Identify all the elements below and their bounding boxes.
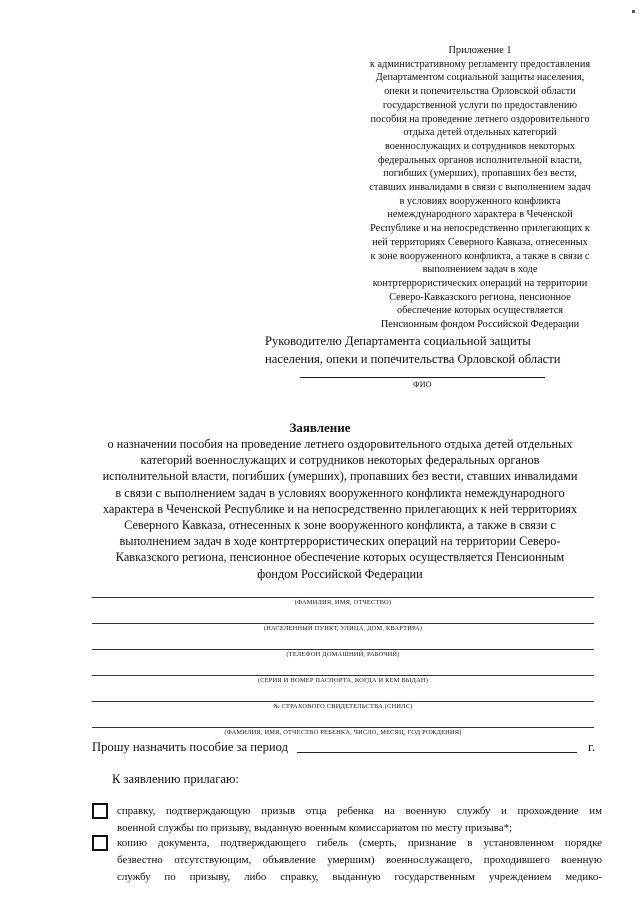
subtitle-line: в связи с выполнением задач в условиях вооруженного конфликта немеждународного (115, 485, 565, 500)
period-label: Прошу назначить пособие за период (92, 740, 288, 754)
appendix-line: к административному регламенту предоставления (369, 58, 591, 70)
subtitle-line: характера в Чеченской Республике и на непосредственно прилегающих к ней территориях (102, 501, 578, 516)
subtitle-line: выполнением задач в ходе контртеррористических операций на территории Северо- (119, 534, 561, 549)
subtitle-line: Кавказского региона, пенсионное обеспечение которых осуществляется Пенсионным (115, 550, 565, 565)
appendix-line: отдыха детей отдельных категорий (403, 127, 557, 139)
attachments-heading: К заявлению прилагаю: (112, 772, 239, 786)
address-caption: (НАСЕЛЕННЫЙ ПУНКТ, УЛИЦА, ДОМ, КВАРТИРА) (263, 625, 423, 632)
phone-caption: (ТЕЛЕФОН ДОМАШНИЙ, РАБОЧИЙ) (286, 651, 400, 658)
appendix-line: Департаментом социальной защиты населения, (375, 72, 585, 84)
snils-caption: № СТРАХОВОГО СВИДЕТЕЛЬСТВА (СНИЛС) (273, 703, 413, 710)
subtitle-line: Северного Кавказа, отнесенных к зоне вооруженного конфликта, а также в связи с (124, 518, 556, 533)
child-info-field[interactable] (92, 727, 594, 728)
appendix-line: обеспечение которых осуществляется (396, 305, 564, 317)
attachment-text (117, 803, 602, 837)
appendix-line: опеки и попечительства Орловской области (384, 86, 576, 98)
attachment-text-line: копию документа, подтверждающего гибель (смерть, признание в установленном порядке (117, 837, 602, 849)
subtitle-line: фондом Российской Федерации (257, 566, 423, 581)
appendix-line: Северо-Кавказского региона, пенсионное (389, 291, 571, 303)
recipient-line: Руководителю Департамента социальной защиты (265, 334, 531, 348)
appendix-line: Приложение 1 (448, 45, 512, 56)
appendix-line: военнослужащих и сотрудников некоторых (384, 140, 576, 152)
appendix-line: федеральных органов исполнительной власти, (378, 154, 582, 166)
attachment-text-line: справку, подтверждающую призыв отца ребенка на военную службу и прохождение им (117, 805, 602, 817)
attachment-text-line: безвестно отсутствующим, объявление умершим) военнослужащего, проходившего военную (117, 854, 602, 866)
full-name-field[interactable] (92, 597, 594, 598)
attachment-text-line: военной службы по призыву, выданную военным комиссариатом по месту призыва*; (117, 822, 513, 834)
recipient-block (265, 332, 605, 368)
appendix-header (355, 44, 605, 332)
attachment-text-line: службу по призыву, либо справку, выданную государственным учреждением медико- (117, 871, 602, 883)
appendix-line: в условиях вооруженного конфликта (399, 195, 561, 207)
appendix-line: контртеррористических операций на территории (372, 277, 588, 289)
address-field[interactable] (92, 623, 594, 624)
appendix-line: немеждународного характера в Чеченской (387, 209, 573, 221)
document-title: Заявление (289, 420, 351, 435)
scan-mark (632, 10, 635, 13)
appendix-line: погибших (умерших), пропавших без вести, (383, 168, 577, 180)
document-subtitle (80, 436, 600, 582)
attachment-checkbox[interactable] (92, 835, 108, 851)
appendix-line: Пенсионным фондом Российской Федерации (380, 319, 580, 331)
subtitle-line: исполнительной власти, погибших (умерших), пропавших без вести, ставших инвалидами (102, 469, 578, 484)
snils-field[interactable] (92, 701, 594, 702)
appendix-line: Республике и на непосредственно прилегающих к (370, 223, 590, 235)
passport-caption: (СЕРИЯ И НОМЕР ПАСПОРТА, КОГДА И КЕМ ВЫДАН) (257, 677, 429, 684)
appendix-line: пособия на проведение летнего оздоровительного (370, 113, 590, 125)
subtitle-line: категорий военнослужащих и сотрудников некоторых федеральных органов (140, 453, 540, 468)
appendix-line: к зоне вооруженного конфликта, а также в связи с (370, 250, 590, 262)
recipient-line: населения, опеки и попечительства Орловской области (265, 352, 561, 366)
appendix-line: ставших инвалидами в связи с выполнением задач (369, 182, 591, 194)
phone-field[interactable] (92, 649, 594, 650)
appendix-line: государственной услуги по предоставлению (382, 99, 578, 111)
full-name-caption: (ФАМИЛИЯ, ИМЯ, ОТЧЕСТВО) (294, 599, 392, 606)
subtitle-line: о назначении пособия на проведение летнего оздоровительного отдыха детей отдельных (107, 437, 573, 451)
fio-input-line[interactable] (300, 377, 545, 378)
period-unit: г. (588, 740, 595, 754)
appendix-line: ней территориях Северного Кавказа, отнесенных (372, 236, 588, 248)
fio-caption: ФИО (413, 380, 432, 389)
attachment-checkbox[interactable] (92, 803, 108, 819)
period-input-line[interactable] (297, 752, 577, 753)
child-info-caption: (ФАМИЛИЯ, ИМЯ, ОТЧЕСТВО РЕБЕНКА, ЧИСЛО, МЕСЯЦ, ГОД РОЖДЕНИЯ) (224, 729, 462, 736)
attachment-text (117, 835, 602, 886)
passport-field[interactable] (92, 675, 594, 676)
appendix-line: выполнением задач в ходе (422, 264, 538, 276)
